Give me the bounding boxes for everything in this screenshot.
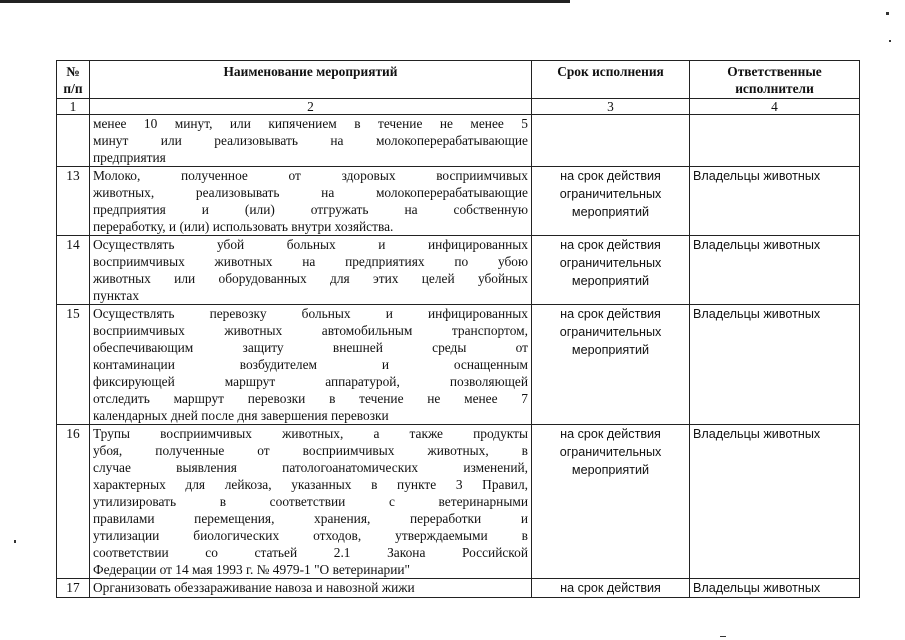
measure-name-line: соответствии со статьей 2.1 Закона Российской xyxy=(93,545,528,560)
scan-mark xyxy=(14,540,16,543)
responsible-party xyxy=(690,115,860,167)
execution-term-line: ограничительных xyxy=(559,325,662,339)
table-row xyxy=(57,305,860,425)
table-body xyxy=(57,115,860,598)
measure-name-line: предприятия xyxy=(93,150,166,165)
measure-name-line: животных, реализовывать на молокоперерабатывающие xyxy=(93,185,528,200)
measure-name-line: восприимчивых животных автомобильным транспортом, xyxy=(93,323,528,338)
execution-term xyxy=(532,425,690,579)
table-row xyxy=(57,236,860,305)
scan-mark xyxy=(886,12,889,15)
measure-name-line: убоя, полученные от восприимчивых животных, в xyxy=(93,443,528,458)
row-number: 14 xyxy=(57,236,90,305)
measure-name-line: Осуществлять убой больных и инфицированных xyxy=(93,237,528,252)
row-number: 17 xyxy=(57,579,90,598)
table-row xyxy=(57,579,860,598)
measure-name-line: утилизировать в соответствии с ветеринарными xyxy=(93,494,528,509)
measure-name-line: случае выявления патологоанатомических изменений, xyxy=(93,460,528,475)
measure-name xyxy=(90,579,532,598)
scan-mark xyxy=(889,40,891,42)
measure-name-line: минут или реализовывать на молокоперерабатывающие xyxy=(93,133,528,148)
table-row xyxy=(57,167,860,236)
execution-term-line: ограничительных xyxy=(559,187,662,201)
measure-name xyxy=(90,115,532,167)
measure-name-line: Трупы восприимчивых животных, а также продукты xyxy=(93,426,528,441)
measure-name-line: предприятия и (или) отгружать на собственную xyxy=(93,202,528,217)
execution-term xyxy=(532,579,690,598)
measure-name-line: Федерации от 14 мая 1993 г. № 4979-1 "О ветеринарии" xyxy=(93,562,411,577)
measure-name-line: отследить маршрут перевозки в течение не менее 7 xyxy=(93,391,528,406)
responsible-party: Владельцы животных xyxy=(690,167,860,236)
measure-name-line: Осуществлять перевозку больных и инфицированных xyxy=(93,306,528,321)
execution-term-line: мероприятий xyxy=(571,463,650,477)
execution-term-line: мероприятий xyxy=(571,343,650,357)
responsible-party: Владельцы животных xyxy=(690,425,860,579)
scan-top-rule xyxy=(0,0,570,3)
column-number: 4 xyxy=(690,99,860,115)
measure-name-line: переработку, и (или) использовать внутри хозяйства. xyxy=(93,219,394,234)
execution-term xyxy=(532,305,690,425)
execution-term-line: на срок действия xyxy=(560,581,661,595)
row-number: 15 xyxy=(57,305,90,425)
execution-term xyxy=(532,236,690,305)
scan-mark xyxy=(720,636,726,637)
measure-name xyxy=(90,167,532,236)
column-number: 1 xyxy=(57,99,90,115)
measure-name-line: обеспечивающим защиту внешней среды от xyxy=(93,340,528,355)
measure-name-line: характерных для лейкоза, указанных в пункте 3 Правил, xyxy=(93,477,528,492)
responsible-party: Владельцы животных xyxy=(690,579,860,598)
column-number: 3 xyxy=(532,99,690,115)
table-row xyxy=(57,115,860,167)
measure-name-line: восприимчивых животных на предприятиях по убою xyxy=(93,254,528,269)
measure-name-line: Организовать обеззараживание навоза и навозной жижи xyxy=(93,580,415,595)
execution-term-line: на срок действия xyxy=(560,238,661,252)
header-name: Наименование мероприятий xyxy=(90,61,532,99)
execution-term xyxy=(532,167,690,236)
execution-term-line: мероприятий xyxy=(571,274,650,288)
column-number: 2 xyxy=(90,99,532,115)
measure-name-line: правилами перемещения, хранения, переработки и xyxy=(93,511,528,526)
execution-term-line: на срок действия xyxy=(560,427,661,441)
measure-name xyxy=(90,425,532,579)
measure-name-line: фиксирующей маршрут аппаратурой, позволяющей xyxy=(93,374,528,389)
measure-name xyxy=(90,236,532,305)
table-header-row xyxy=(57,61,860,99)
execution-term-line: ограничительных xyxy=(559,256,662,270)
measure-name xyxy=(90,305,532,425)
row-number: 13 xyxy=(57,167,90,236)
measure-name-line: животных или оборудованных для этих целей убойных xyxy=(93,271,528,286)
table-row xyxy=(57,425,860,579)
responsible-party: Владельцы животных xyxy=(690,236,860,305)
execution-term-line: на срок действия xyxy=(560,307,661,321)
measure-name-line: Молоко, полученное от здоровых восприимчивых xyxy=(93,168,528,183)
row-number: 16 xyxy=(57,425,90,579)
execution-term-line: ограничительных xyxy=(559,445,662,459)
measure-name-line: утилизации биологических отходов, утверждаемыми в xyxy=(93,528,528,543)
execution-term xyxy=(532,115,690,167)
measure-name-line: календарных дней после дня завершения перевозки xyxy=(93,408,389,423)
measure-name-line: контаминации возбудителем и оснащенным xyxy=(93,357,528,372)
row-number xyxy=(57,115,90,167)
responsible-party: Владельцы животных xyxy=(690,305,860,425)
column-number-row xyxy=(57,99,860,115)
execution-term-line: мероприятий xyxy=(571,205,650,219)
measures-table xyxy=(56,60,860,598)
measure-name-line: менее 10 минут, или кипячением в течение не менее 5 xyxy=(93,116,528,131)
header-term: Срок исполнения xyxy=(532,61,690,99)
header-num: № п/п xyxy=(57,61,90,99)
execution-term-line: на срок действия xyxy=(560,169,661,183)
measure-name-line: пунктах xyxy=(93,288,140,303)
header-resp: Ответственные исполнители xyxy=(690,61,860,99)
